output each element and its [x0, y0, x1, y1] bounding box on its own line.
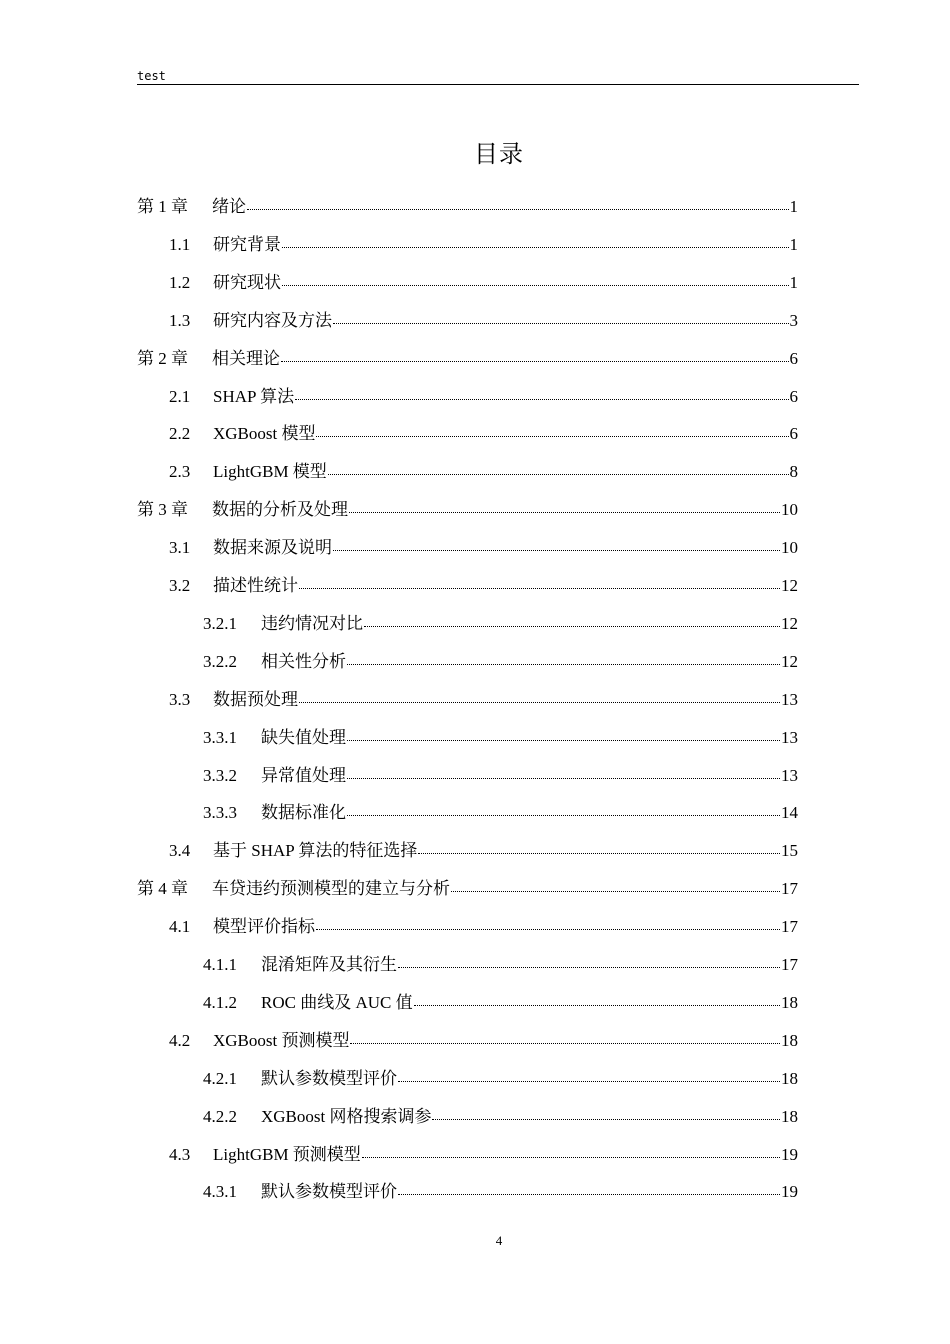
- toc-entry-title: 相关理论: [212, 349, 280, 368]
- toc-entry[interactable]: [203, 1067, 798, 1091]
- toc-entry[interactable]: [169, 536, 798, 560]
- toc-entry-page: 13: [781, 690, 798, 709]
- toc-entry-page: 1: [789, 235, 798, 254]
- header-text: test: [137, 69, 166, 83]
- toc-dot-leader: [414, 1005, 780, 1006]
- toc-entry-title: 车贷违约预测模型的建立与分析: [212, 879, 450, 898]
- toc-entry-title: XGBoost 预测模型: [213, 1031, 350, 1050]
- toc-dot-leader: [418, 853, 780, 854]
- toc-entry-number: 1.2: [169, 273, 191, 292]
- toc-entry-page: 18: [781, 1031, 798, 1050]
- toc-entry-title: 描述性统计: [213, 576, 298, 595]
- toc-dot-leader: [347, 778, 780, 779]
- toc-entry-title: 数据的分析及处理: [212, 500, 348, 519]
- toc-entry-number: 第 2 章: [137, 349, 188, 368]
- toc-entry[interactable]: [169, 309, 798, 333]
- toc-entry-number: 3.3: [169, 690, 191, 709]
- toc-dot-leader: [349, 512, 780, 513]
- toc-entry[interactable]: [203, 1105, 798, 1129]
- toc-entry-page: 13: [781, 728, 798, 747]
- toc-entry-number: 3.2.1: [203, 614, 237, 633]
- toc-entry-page: 18: [781, 1069, 798, 1088]
- toc-dot-leader: [432, 1119, 780, 1120]
- toc-entry[interactable]: [169, 574, 798, 598]
- toc-dot-leader: [451, 891, 780, 892]
- header-rule: [137, 84, 859, 85]
- toc-entry-title: 绪论: [212, 197, 246, 216]
- toc-entry-number: 4.3: [169, 1145, 191, 1164]
- toc-entry-title: SHAP 算法: [213, 387, 295, 406]
- toc-entry[interactable]: [169, 1029, 798, 1053]
- toc-entry-title: 违约情况对比: [261, 614, 363, 633]
- toc-entry-number: 4.2: [169, 1031, 191, 1050]
- toc-entry[interactable]: [169, 422, 798, 446]
- toc-dot-leader: [364, 626, 780, 627]
- toc-entry-number: 3.3.1: [203, 728, 237, 747]
- toc-dot-leader: [316, 929, 780, 930]
- toc-entry-page: 15: [781, 841, 798, 860]
- toc-entry-number: 3.4: [169, 841, 191, 860]
- toc-entry-title: 混淆矩阵及其衍生: [261, 955, 397, 974]
- toc-entry[interactable]: [169, 1143, 798, 1167]
- toc-entry-page: 19: [781, 1145, 798, 1164]
- toc-dot-leader: [316, 436, 788, 437]
- toc-entry[interactable]: [137, 498, 798, 522]
- toc-entry-page: 18: [781, 993, 798, 1012]
- page-number: 4: [495, 1233, 503, 1248]
- toc-entry[interactable]: [169, 233, 798, 257]
- toc-entry-title: XGBoost 网格搜索调参: [261, 1107, 432, 1126]
- toc-entry[interactable]: [203, 726, 798, 750]
- toc-entry-number: 2.1: [169, 387, 191, 406]
- toc-entry-title: ROC 曲线及 AUC 值: [261, 993, 413, 1012]
- toc-entry[interactable]: [169, 839, 798, 863]
- toc-entry[interactable]: [137, 347, 798, 371]
- toc-entry-title: 模型评价指标: [213, 917, 315, 936]
- toc-entry[interactable]: [137, 877, 798, 901]
- toc-entry-title: 基于 SHAP 算法的特征选择: [213, 841, 418, 860]
- toc-entry-page: 6: [789, 349, 798, 368]
- toc-entry[interactable]: [169, 915, 798, 939]
- toc-entry[interactable]: [203, 953, 798, 977]
- toc-entry-page: 10: [781, 538, 798, 557]
- toc-entry-page: 17: [781, 917, 798, 936]
- toc-entry[interactable]: [137, 195, 798, 219]
- toc-entry[interactable]: [203, 801, 798, 825]
- toc-entry-page: 12: [781, 652, 798, 671]
- toc-entry-page: 12: [781, 614, 798, 633]
- toc-entry-title: 默认参数模型评价: [261, 1182, 397, 1201]
- toc-entry-number: 4.2.1: [203, 1069, 237, 1088]
- toc-dot-leader: [333, 323, 789, 324]
- toc-entry-number: 4.2.2: [203, 1107, 237, 1126]
- toc-entry[interactable]: [169, 271, 798, 295]
- toc-dot-leader: [362, 1157, 780, 1158]
- toc-entry-number: 第 4 章: [137, 879, 188, 898]
- toc-entry-page: 14: [781, 803, 798, 822]
- toc-entry-title: 异常值处理: [261, 766, 346, 785]
- toc-entry-title: 相关性分析: [261, 652, 346, 671]
- toc-dot-leader: [398, 967, 780, 968]
- toc-entry-title: 研究现状: [213, 273, 281, 292]
- toc-entry-title: 数据来源及说明: [213, 538, 332, 557]
- toc-entry-number: 3.2.2: [203, 652, 237, 671]
- toc-entry-page: 6: [789, 424, 798, 443]
- toc-entry-page: 12: [781, 576, 798, 595]
- toc-dot-leader: [333, 550, 780, 551]
- toc-entry-page: 13: [781, 766, 798, 785]
- toc-entry-title: XGBoost 模型: [213, 424, 316, 443]
- toc-dot-leader: [347, 740, 780, 741]
- toc-dot-leader: [282, 285, 789, 286]
- toc-dot-leader: [299, 702, 780, 703]
- toc-entry-number: 3.2: [169, 576, 191, 595]
- toc-dot-leader: [347, 664, 780, 665]
- toc-entry-number: 第 1 章: [137, 197, 188, 216]
- toc-entry[interactable]: [203, 991, 798, 1015]
- toc-entry-title: 研究内容及方法: [213, 311, 332, 330]
- toc-entry-page: 6: [789, 387, 798, 406]
- toc-dot-leader: [299, 588, 780, 589]
- toc-dot-leader: [347, 815, 780, 816]
- toc-entry-number: 2.2: [169, 424, 191, 443]
- toc-entry[interactable]: [203, 650, 798, 674]
- toc-dot-leader: [350, 1043, 780, 1044]
- toc-entry-page: 19: [781, 1182, 798, 1201]
- toc-entry[interactable]: [169, 460, 798, 484]
- toc-entry-page: 17: [781, 879, 798, 898]
- toc-entry-number: 3.1: [169, 538, 191, 557]
- toc-entry-page: 1: [789, 273, 798, 292]
- toc-entry-number: 4.3.1: [203, 1182, 237, 1201]
- toc-dot-leader: [295, 399, 788, 400]
- toc-dot-leader: [328, 474, 789, 475]
- toc-entry-number: 3.3.3: [203, 803, 237, 822]
- toc-dot-leader: [398, 1081, 780, 1082]
- toc-entry-title: 缺失值处理: [261, 728, 346, 747]
- toc-entry[interactable]: [169, 688, 798, 712]
- toc-entry-page: 18: [781, 1107, 798, 1126]
- toc-entry-number: 4.1: [169, 917, 191, 936]
- toc-entry-title: 数据标准化: [261, 803, 346, 822]
- toc-title: 目录: [474, 140, 524, 168]
- toc-dot-leader: [398, 1194, 780, 1195]
- toc-entry-number: 4.1.2: [203, 993, 237, 1012]
- toc-entry-page: 1: [789, 197, 798, 216]
- toc-entry-number: 第 3 章: [137, 500, 188, 519]
- toc-entry-title: 数据预处理: [213, 690, 298, 709]
- toc-entry[interactable]: [169, 385, 798, 409]
- toc-entry-title: LightGBM 模型: [213, 462, 327, 481]
- toc-entry[interactable]: [203, 612, 798, 636]
- toc-entry-page: 17: [781, 955, 798, 974]
- toc-entry-title: 研究背景: [213, 235, 281, 254]
- toc-entry-title: LightGBM 预测模型: [213, 1145, 361, 1164]
- toc-dot-leader: [281, 361, 789, 362]
- toc-entry-page: 8: [789, 462, 798, 481]
- toc-entry-page: 10: [781, 500, 798, 519]
- toc-entry-number: 2.3: [169, 462, 191, 481]
- toc-entry[interactable]: [203, 1180, 798, 1204]
- toc-entry-number: 4.1.1: [203, 955, 237, 974]
- toc-entry[interactable]: [203, 764, 798, 788]
- toc-entry-number: 3.3.2: [203, 766, 237, 785]
- toc-entry-title: 默认参数模型评价: [261, 1069, 397, 1088]
- toc-dot-leader: [247, 209, 789, 210]
- toc-entry-number: 1.3: [169, 311, 191, 330]
- toc-entry-page: 3: [789, 311, 798, 330]
- toc-entry-number: 1.1: [169, 235, 191, 254]
- toc-dot-leader: [282, 247, 789, 248]
